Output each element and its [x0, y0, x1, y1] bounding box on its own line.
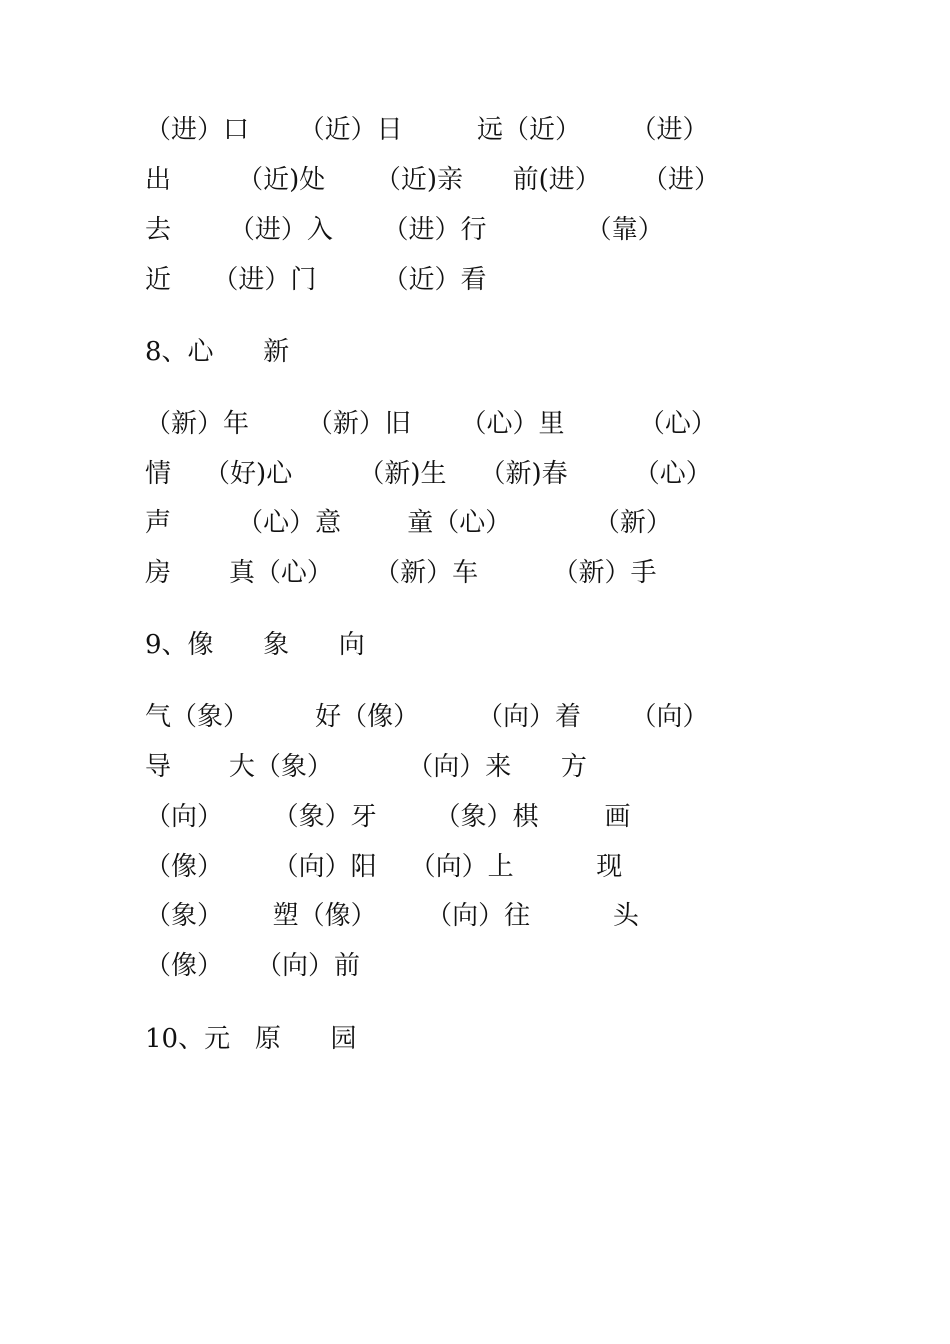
text-line-6: （新）年 （新）旧 （心）里 （心） [145, 409, 717, 439]
text-line-11: 气（象） 好（像） （向）着 （向） [145, 702, 709, 732]
section-heading-8: 8、心 新 [145, 337, 290, 367]
text-line-2: 出 （近)处 （近)亲 前(进） （进） [145, 165, 721, 195]
text-line-13: （向） （象）牙 （象）棋 画 [145, 802, 631, 832]
text-line-4: 近 （进）门 （近）看 [145, 265, 487, 295]
text-line-14: （像） （向）阳 （向）上 现 [145, 852, 623, 882]
text-line-9: 房 真（心） （新）车 （新）手 [145, 558, 657, 588]
text-line-8: 声 （心）意 童（心） （新） [145, 508, 672, 538]
section-heading-9: 9、像 象 向 [145, 630, 365, 660]
text-line-12: 导 大（象） （向）来 方 [145, 752, 587, 782]
text-line-15: （象） 塑（像） （向）往 头 [145, 901, 639, 931]
text-line-16: （像） （向）前 [145, 951, 361, 981]
text-line-7: 情 （好)心 （新)生 （新)春 （心） [145, 459, 712, 489]
text-line-3: 去 （进）入 （进）行 （靠） [145, 215, 664, 245]
text-line-1: （进）口 （近）日 远（近） （进） [145, 115, 709, 145]
section-heading-10: 10、元 原 园 [145, 1024, 357, 1054]
